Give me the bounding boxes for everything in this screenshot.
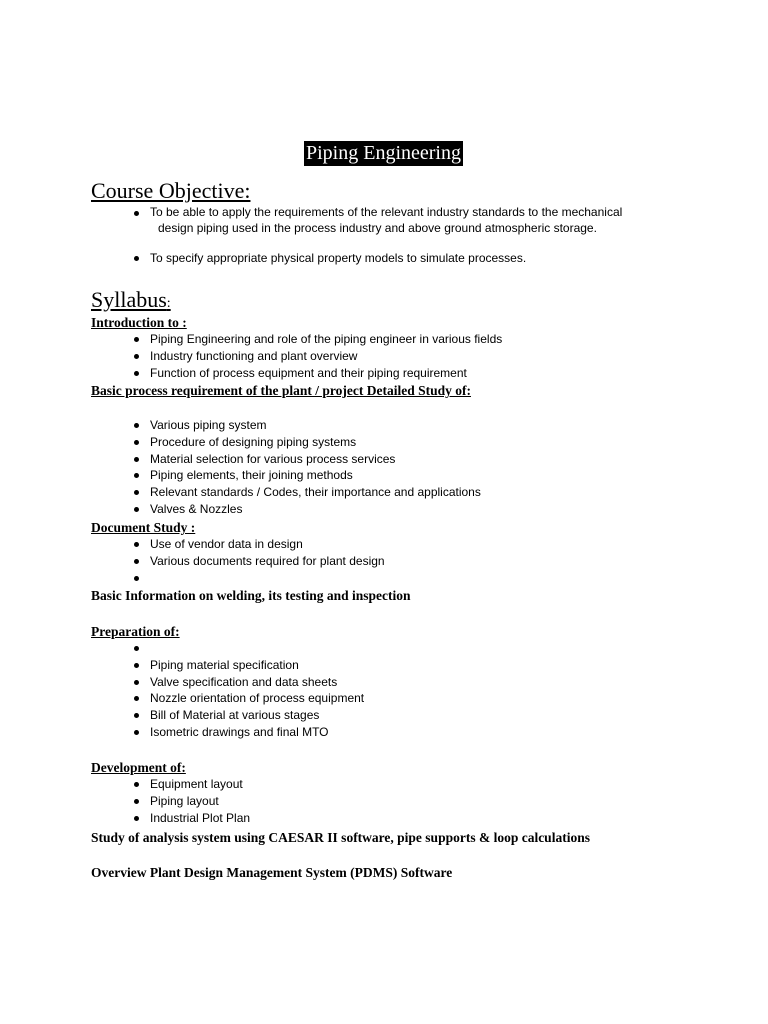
title-container	[0, 141, 768, 166]
preparation-heading: Preparation of:	[91, 624, 180, 639]
list-item: Function of process equipment and their piping requirement	[133, 365, 502, 382]
list-item: Various documents required for plant design	[133, 553, 385, 570]
list-item: Equipment layout	[133, 776, 250, 793]
list-item-empty	[133, 570, 385, 587]
list-item-text: To specify appropriate physical property models to simulate processes.	[150, 251, 527, 265]
development-list	[133, 776, 250, 826]
analysis-heading: Study of analysis system using CAESAR II software, pipe supports & loop calculations	[91, 830, 590, 845]
list-item: Relevant standards / Codes, their importance and applications	[133, 484, 481, 501]
basic-process-heading: Basic process requirement of the plant / project Detailed Study of:	[91, 383, 471, 398]
list-item: Use of vendor data in design	[133, 536, 385, 553]
preparation-list	[133, 640, 364, 741]
page-title: Piping Engineering	[306, 142, 461, 164]
syllabus-heading-text: Syllabus	[91, 287, 167, 312]
pdms-heading: Overview Plant Design Management System (PDMS) Software	[91, 865, 453, 880]
course-objective-heading: Course Objective:	[91, 178, 251, 203]
syllabus-heading	[91, 287, 171, 317]
list-item-text-continued: design piping used in the process industry and above ground atmospheric storage.	[158, 220, 597, 235]
list-item: Industrial Plot Plan	[133, 810, 250, 827]
list-item: Bill of Material at various stages	[133, 707, 364, 724]
document-study-heading: Document Study :	[91, 520, 196, 535]
list-item: Valves & Nozzles	[133, 501, 481, 518]
list-item: Nozzle orientation of process equipment	[133, 690, 364, 707]
list-item: Piping layout	[133, 793, 250, 810]
course-objective-list	[133, 205, 670, 267]
introduction-heading: Introduction to :	[91, 315, 187, 330]
list-item-empty	[133, 640, 364, 657]
basic-process-list	[133, 417, 481, 518]
welding-heading: Basic Information on welding, its testing and inspection	[91, 588, 411, 603]
list-item	[133, 250, 670, 267]
list-item: Industry functioning and plant overview	[133, 348, 502, 365]
list-item: Piping Engineering and role of the piping engineer in various fields	[133, 331, 502, 348]
list-item: Procedure of designing piping systems	[133, 434, 481, 451]
list-item	[133, 205, 670, 236]
development-heading: Development of:	[91, 760, 186, 775]
syllabus-heading-suffix: :	[166, 296, 171, 311]
list-item: Various piping system	[133, 417, 481, 434]
list-item: Piping material specification	[133, 657, 364, 674]
list-item: Valve specification and data sheets	[133, 674, 364, 691]
list-item: Piping elements, their joining methods	[133, 467, 481, 484]
list-item: Isometric drawings and final MTO	[133, 724, 364, 741]
list-item: Material selection for various process services	[133, 451, 481, 468]
document-study-list	[133, 536, 385, 586]
list-item-text: To be able to apply the requirements of the relevant industry standards to the mechanical	[150, 205, 623, 219]
introduction-list	[133, 331, 502, 381]
